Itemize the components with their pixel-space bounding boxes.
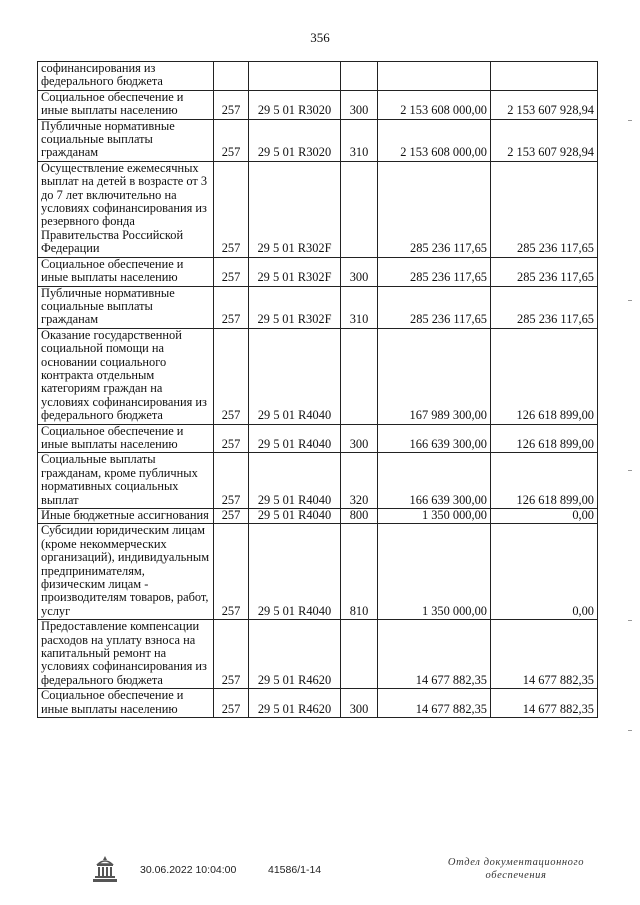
row-name-cell: Социальное обеспечение и иные выплаты населению [38, 689, 214, 718]
row-gov-code-cell: 257 [214, 328, 249, 424]
row-executed-amount-cell: 285 236 117,65 [491, 257, 598, 286]
row-name-cell: Социальное обеспечение и иные выплаты населению [38, 424, 214, 453]
row-planned-amount-cell [378, 62, 491, 91]
row-gov-code-cell: 257 [214, 509, 249, 524]
row-planned-amount-cell: 166 639 300,00 [378, 453, 491, 509]
row-planned-amount-cell: 14 677 882,35 [378, 689, 491, 718]
row-target-code-cell: 29 5 01 R4040 [249, 509, 341, 524]
row-target-code-cell: 29 5 01 R3020 [249, 90, 341, 119]
table-row [38, 328, 598, 424]
table-row [38, 509, 598, 524]
table-row [38, 524, 598, 620]
document-footer [0, 852, 640, 892]
row-name-cell: софинансирования из федерального бюджета [38, 62, 214, 91]
row-name-cell: Социальное обеспечение и иные выплаты населению [38, 90, 214, 119]
row-gov-code-cell: 257 [214, 453, 249, 509]
table-row [38, 286, 598, 328]
row-planned-amount-cell: 166 639 300,00 [378, 424, 491, 453]
row-name-cell: Иные бюджетные ассигнования [38, 509, 214, 524]
row-planned-amount-cell: 285 236 117,65 [378, 286, 491, 328]
row-name-cell: Предоставление компенсации расходов на уплату взноса на капитальный ремонт на условиях софинансирования из федерального бюджета [38, 620, 214, 689]
row-executed-amount-cell: 14 677 882,35 [491, 689, 598, 718]
row-gov-code-cell: 257 [214, 286, 249, 328]
row-planned-amount-cell: 1 350 000,00 [378, 524, 491, 620]
row-name-cell: Субсидии юридическим лицам (кроме некоммерческих организаций), индивидуальным предпринимателям, физическим лицам - производителям товаров, работ, услуг [38, 524, 214, 620]
row-expense-kind-cell: 810 [341, 524, 378, 620]
row-target-code-cell: 29 5 01 R4040 [249, 328, 341, 424]
row-expense-kind-cell [341, 62, 378, 91]
row-expense-kind-cell: 300 [341, 424, 378, 453]
building-emblem-icon [92, 854, 118, 887]
row-name-cell: Публичные нормативные социальные выплаты гражданам [38, 119, 214, 161]
row-target-code-cell: 29 5 01 R302F [249, 257, 341, 286]
row-planned-amount-cell: 2 153 608 000,00 [378, 90, 491, 119]
row-executed-amount-cell: 126 618 899,00 [491, 453, 598, 509]
row-expense-kind-cell: 310 [341, 119, 378, 161]
row-target-code-cell: 29 5 01 R4040 [249, 424, 341, 453]
row-executed-amount-cell: 285 236 117,65 [491, 161, 598, 257]
table-row [38, 689, 598, 718]
budget-table [37, 61, 598, 718]
row-target-code-cell: 29 5 01 R4620 [249, 689, 341, 718]
row-target-code-cell: 29 5 01 R4040 [249, 453, 341, 509]
row-name-cell: Осуществление ежемесячных выплат на детей в возрасте от 3 до 7 лет включительно на условиях софинансирования из резервного фонда Правительства Российской Федерации [38, 161, 214, 257]
row-executed-amount-cell: 126 618 899,00 [491, 424, 598, 453]
row-expense-kind-cell: 300 [341, 90, 378, 119]
table-row [38, 453, 598, 509]
row-planned-amount-cell: 285 236 117,65 [378, 257, 491, 286]
row-planned-amount-cell: 14 677 882,35 [378, 620, 491, 689]
row-target-code-cell [249, 62, 341, 91]
table-row [38, 620, 598, 689]
row-planned-amount-cell: 1 350 000,00 [378, 509, 491, 524]
row-executed-amount-cell: 0,00 [491, 509, 598, 524]
table-row [38, 161, 598, 257]
row-gov-code-cell: 257 [214, 689, 249, 718]
row-executed-amount-cell: 2 153 607 928,94 [491, 119, 598, 161]
row-planned-amount-cell: 2 153 608 000,00 [378, 119, 491, 161]
table-row [38, 62, 598, 91]
row-target-code-cell: 29 5 01 R302F [249, 161, 341, 257]
row-expense-kind-cell: 800 [341, 509, 378, 524]
row-planned-amount-cell: 285 236 117,65 [378, 161, 491, 257]
table-row [38, 424, 598, 453]
footer-department: Отдел документационного обеспечения [447, 857, 585, 881]
row-executed-amount-cell: 14 677 882,35 [491, 620, 598, 689]
row-executed-amount-cell: 126 618 899,00 [491, 328, 598, 424]
table-row [38, 257, 598, 286]
row-name-cell: Оказание государственной социальной помощи на основании социального контракта отдельным категориям граждан на условиях софинансирования из федерального бюджета [38, 328, 214, 424]
table-row [38, 119, 598, 161]
row-expense-kind-cell: 320 [341, 453, 378, 509]
row-gov-code-cell: 257 [214, 257, 249, 286]
row-executed-amount-cell: 0,00 [491, 524, 598, 620]
row-target-code-cell: 29 5 01 R4620 [249, 620, 341, 689]
row-gov-code-cell: 257 [214, 524, 249, 620]
row-target-code-cell: 29 5 01 R3020 [249, 119, 341, 161]
row-expense-kind-cell [341, 328, 378, 424]
row-name-cell: Публичные нормативные социальные выплаты гражданам [38, 286, 214, 328]
row-expense-kind-cell [341, 161, 378, 257]
footer-datetime: 30.06.2022 10:04:00 [140, 864, 237, 876]
row-executed-amount-cell: 2 153 607 928,94 [491, 90, 598, 119]
table-row [38, 90, 598, 119]
row-gov-code-cell: 257 [214, 424, 249, 453]
row-gov-code-cell: 257 [214, 620, 249, 689]
row-target-code-cell: 29 5 01 R4040 [249, 524, 341, 620]
row-gov-code-cell: 257 [214, 161, 249, 257]
row-executed-amount-cell: 285 236 117,65 [491, 286, 598, 328]
row-executed-amount-cell [491, 62, 598, 91]
row-expense-kind-cell: 310 [341, 286, 378, 328]
footer-doc-number: 41586/1-14 [268, 864, 322, 876]
row-expense-kind-cell: 300 [341, 257, 378, 286]
row-gov-code-cell: 257 [214, 119, 249, 161]
page-number: 356 [310, 30, 330, 45]
row-planned-amount-cell: 167 989 300,00 [378, 328, 491, 424]
row-gov-code-cell: 257 [214, 90, 249, 119]
row-name-cell: Социальные выплаты гражданам, кроме публичных нормативных социальных выплат [38, 453, 214, 509]
row-expense-kind-cell [341, 620, 378, 689]
row-gov-code-cell [214, 62, 249, 91]
row-target-code-cell: 29 5 01 R302F [249, 286, 341, 328]
row-name-cell: Социальное обеспечение и иные выплаты населению [38, 257, 214, 286]
budget-table-body [38, 62, 598, 718]
row-expense-kind-cell: 300 [341, 689, 378, 718]
